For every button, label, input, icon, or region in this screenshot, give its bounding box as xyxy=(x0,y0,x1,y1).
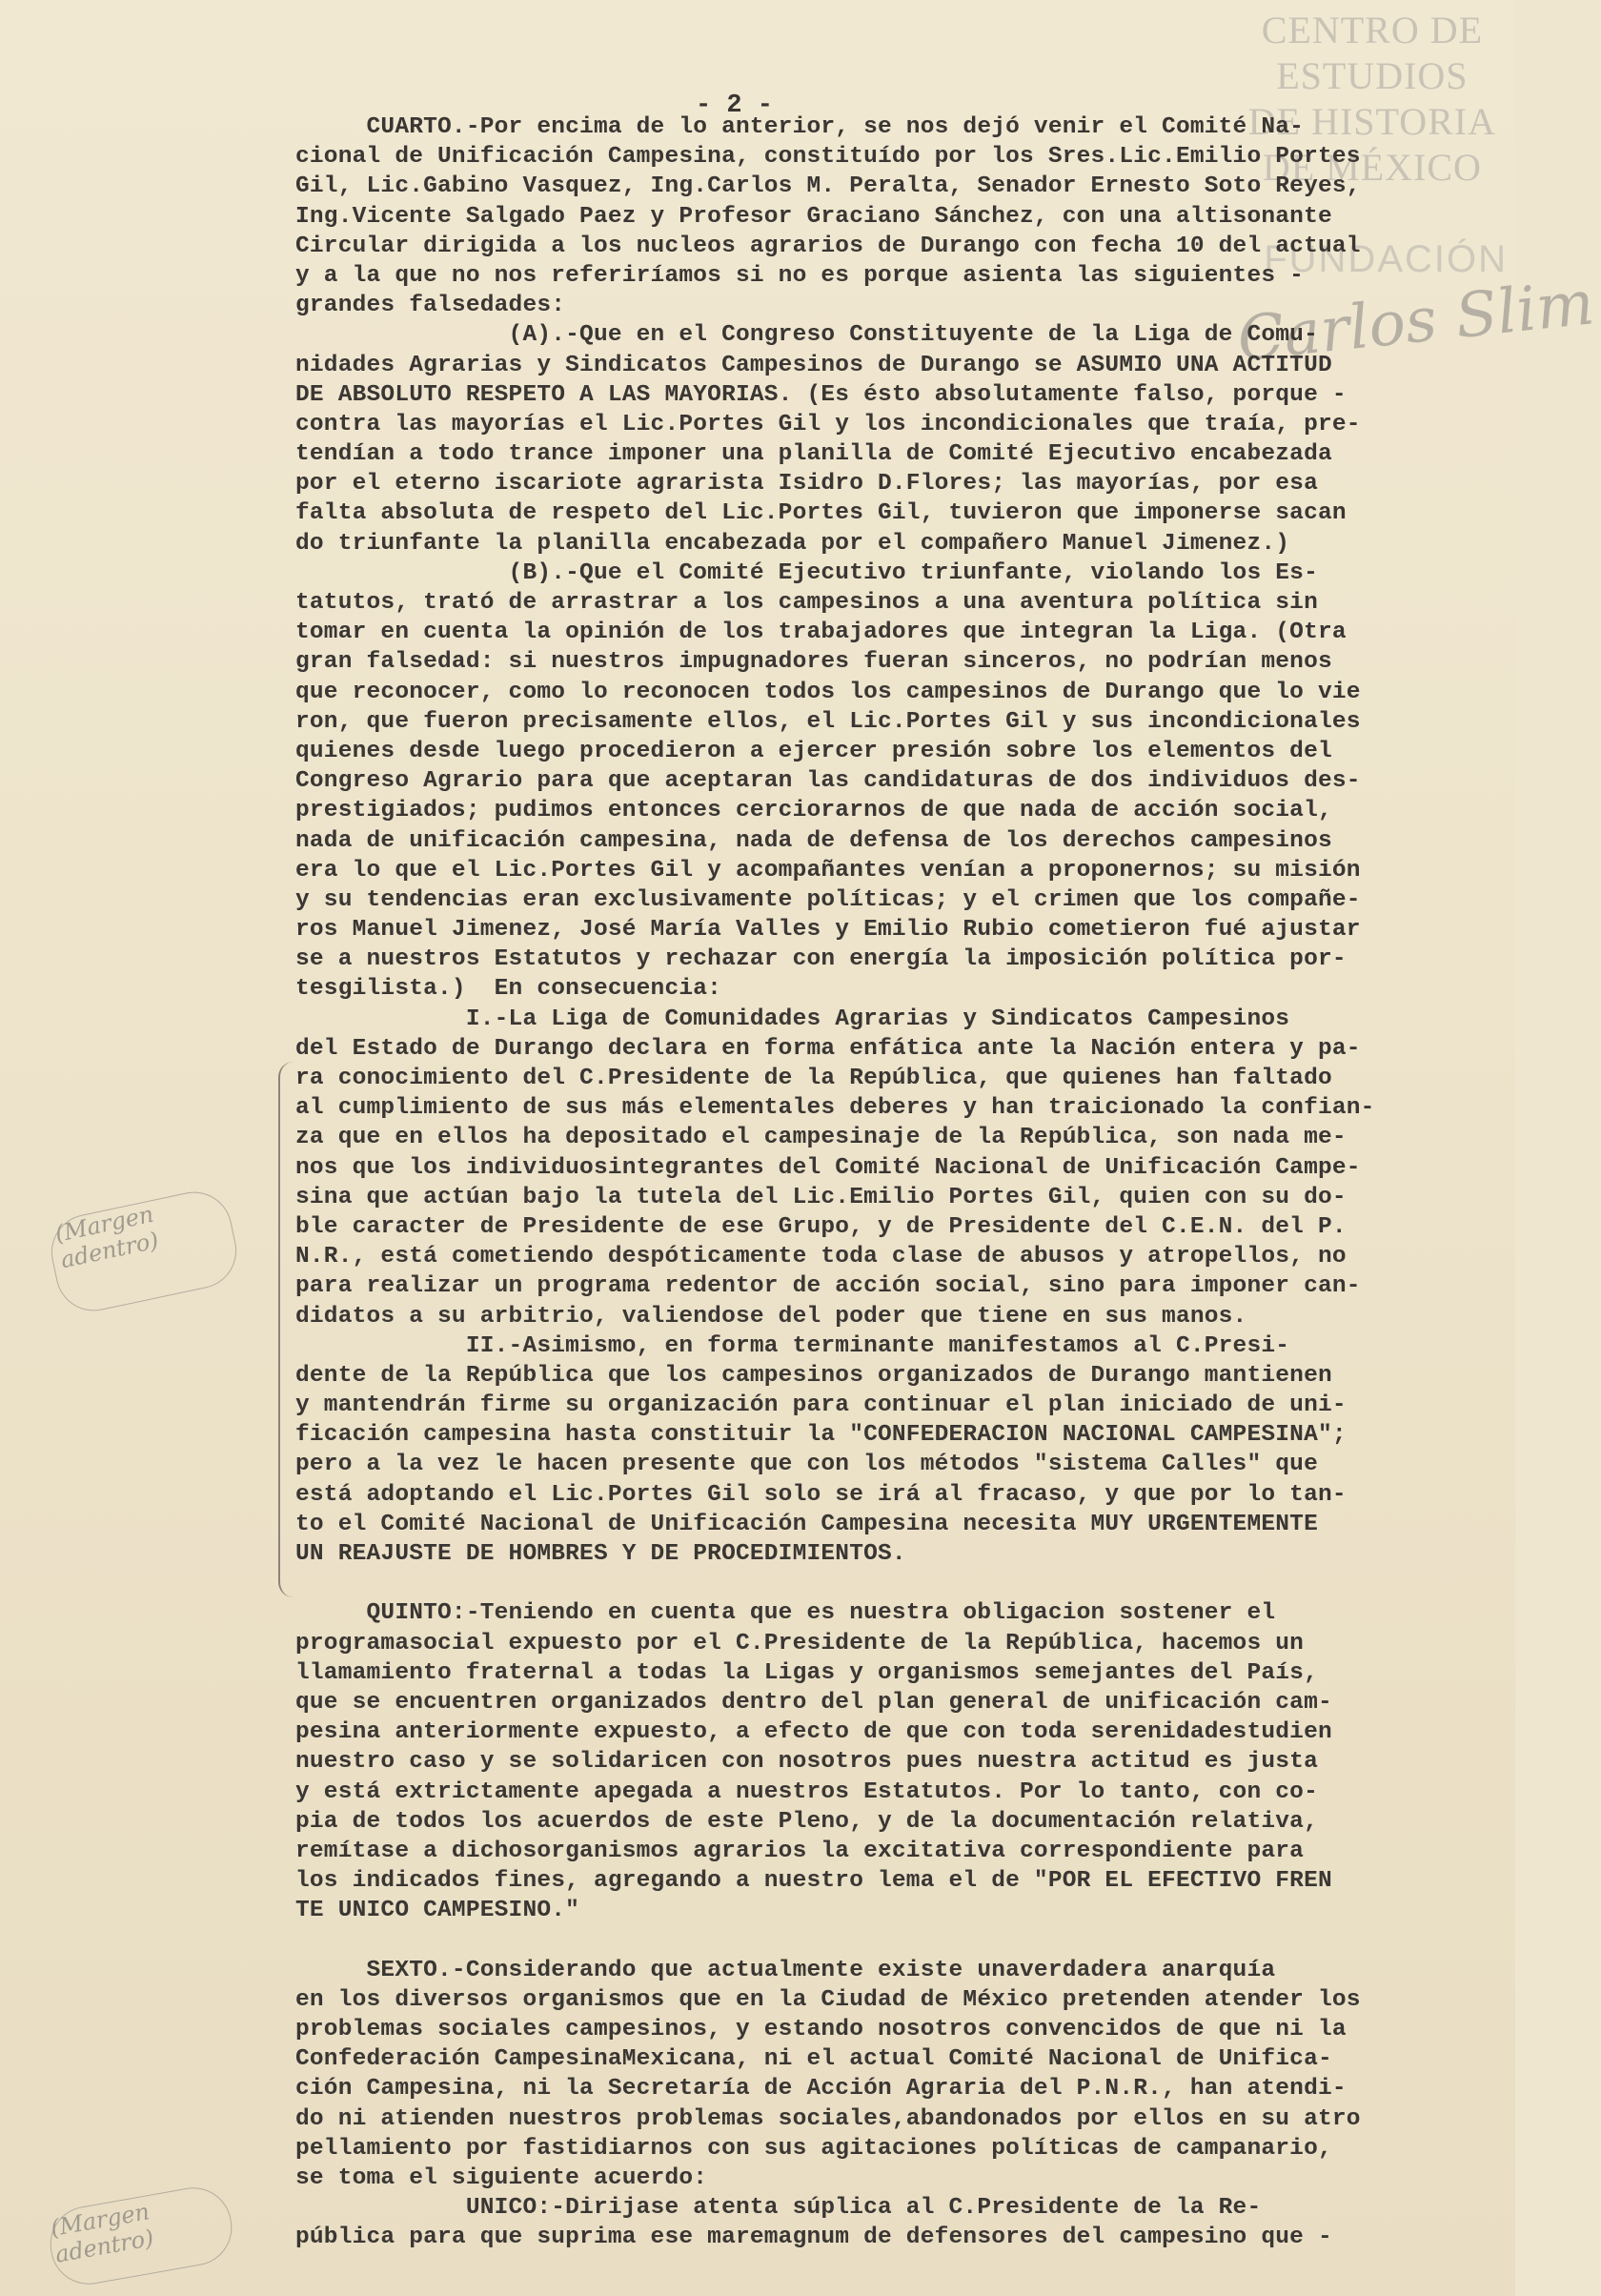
text-line: está adoptando el Lic.Portes Gil solo se irá al fracaso, y que por lo tan- xyxy=(295,1481,1347,1508)
text-line: y su tendencias eran exclusivamente políticas; y el crimen que los compañe- xyxy=(295,886,1361,913)
text-line: problemas sociales campesinos, y estando nosotros convencidos de que ni la xyxy=(295,2017,1347,2042)
text-line: nos que los individuosintegrantes del Comité Nacional de Unificación Campe- xyxy=(295,1154,1361,1181)
text-line: do ni atienden nuestros problemas sociales,abandonados por ellos en su atro xyxy=(295,2105,1361,2132)
text-line: I.-La Liga de Comunidades Agrarias y Sindicatos Campesinos xyxy=(295,1006,1290,1032)
text-line: ble caracter de Presidente de ese Grupo, y de Presidente del C.E.N. del P. xyxy=(295,1213,1347,1240)
text-line: Confederación CampesinaMexicana, ni el actual Comité Nacional de Unifica- xyxy=(295,2046,1332,2073)
text-line: gran falsedad: si nuestros impugnadores fueran sinceros, no podrían menos xyxy=(295,649,1332,676)
text-line xyxy=(295,1569,1449,1598)
text-line xyxy=(295,1925,1449,1955)
watermark-line: CENTRO DE xyxy=(1261,9,1484,51)
text-line: se toma el siguiente acuerdo: xyxy=(295,2164,708,2191)
text-line: CUARTO.-Por encima de lo anterior, se nos dejó venir el Comité Na- xyxy=(295,114,1305,140)
text-line: pesina anteriormente expuesto, a efecto de que con toda serenidadestudien xyxy=(295,1719,1332,1746)
margin-note: (Margen adentro) xyxy=(52,1200,161,1274)
text-line: al cumplimiento de sus más elementales deberes y han traicionado la confian- xyxy=(295,1095,1375,1122)
text-line: pia de todos los acuerdos de este Pleno, y de la documentación relativa, xyxy=(295,1808,1318,1835)
text-line: do triunfante la planilla encabezada por el compañero Manuel Jimenez.) xyxy=(295,530,1290,557)
text-line: era lo que el Lic.Portes Gil y acompañantes venían a proponernos; su misión xyxy=(295,857,1361,884)
text-line: ficación campesina hasta constituir la "CONFEDERACION NACIONAL CAMPESINA"; xyxy=(295,1422,1347,1449)
text-line: por el eterno iscariote agrarista Isidro D.Flores; las mayorías, por esa xyxy=(295,471,1318,498)
text-line: nuestro caso y se solidaricen con nosotros pues nuestra actitud es justa xyxy=(295,1749,1318,1776)
text-line: tendían a todo trance imponer una planilla de Comité Ejecutivo encabezada xyxy=(295,441,1332,468)
text-line: Gil, Lic.Gabino Vasquez, Ing.Carlos M. Peralta, Senador Ernesto Soto Reyes, xyxy=(295,173,1361,200)
text-line: ron, que fueron precisamente ellos, el Lic.Portes Gil y sus incondicionales xyxy=(295,708,1361,735)
text-line: y está extrictamente apegada a nuestros Estatutos. Por lo tanto, con co- xyxy=(295,1778,1318,1805)
text-line: pellamiento por fastidiarnos con sus agitaciones políticas de campanario, xyxy=(295,2135,1332,2162)
text-line: DE ABSOLUTO RESPETO A LAS MAYORIAS. (Es ésto absolutamente falso, porque - xyxy=(295,381,1347,408)
text-line: que se encuentren organizados dentro del plan general de unificación cam- xyxy=(295,1689,1332,1716)
text-line: prestigiados; pudimos entonces cerciorarnos de que nada de acción social, xyxy=(295,798,1332,824)
text-line: falta absoluta de respeto del Lic.Portes Gil, tuvieron que imponerse sacan xyxy=(295,500,1347,527)
text-line: UN REAJUSTE DE HOMBRES Y DE PROCEDIMIENTOS. xyxy=(295,1541,906,1567)
text-line: tatutos, trató de arrastrar a los campesinos a una aventura política sin xyxy=(295,590,1318,616)
text-line: tesgilista.) En consecuencia: xyxy=(295,976,722,1003)
text-line: didatos a su arbitrio, valiendose del poder que tiene en sus manos. xyxy=(295,1303,1247,1330)
watermark-line: DE MÉXICO xyxy=(1262,146,1482,189)
signature-watermark: Carlos Slim xyxy=(1234,268,1598,376)
text-line: N.R., está cometiendo despóticamente toda clase de abusos y atropellos, no xyxy=(295,1244,1347,1270)
text-line: ra conocimiento del C.Presidente de la República, que quienes han faltado xyxy=(295,1066,1332,1091)
text-line: dente de la República que los campesinos organizados de Durango mantienen xyxy=(295,1362,1332,1389)
watermark-line: ESTUDIOS xyxy=(1276,54,1469,97)
text-line: pero a la vez le hacen presente que con los métodos "sistema Calles" que xyxy=(295,1452,1318,1478)
text-line: grandes falsedades: xyxy=(295,293,566,319)
text-line: ción Campesina, ni la Secretaría de Acción Agraria del P.N.R., han atendi- xyxy=(295,2076,1347,2103)
text-line: en los diversos organismos que en la Ciudad de México pretenden atender los xyxy=(295,1986,1361,2013)
text-line: to el Comité Nacional de Unificación Campesina necesita MUY URGENTEMENTE xyxy=(295,1511,1318,1537)
margin-bracket xyxy=(278,1062,294,1597)
text-line: quienes desde luego procedieron a ejercer presión sobre los elementos del xyxy=(295,738,1332,764)
text-line: para realizar un programa redentor de acción social, sino para imponer can- xyxy=(295,1273,1361,1300)
text-line: QUINTO:-Teniendo en cuenta que es nuestra obligacion sostener el xyxy=(295,1600,1276,1627)
text-line: SEXTO.-Considerando que actualmente existe unaverdadera anarquía xyxy=(295,1957,1276,1983)
text-line: del Estado de Durango declara en forma enfática ante la Nación entera y pa- xyxy=(295,1035,1361,1062)
text-line: contra las mayorías el Lic.Portes Gil y los incondicionales que traía, pre- xyxy=(295,411,1361,437)
text-line: pública para que suprima ese maremagnum de defensores del campesino que - xyxy=(295,2225,1332,2251)
text-line: Congreso Agrario para que aceptaran las candidaturas de dos individuos des- xyxy=(295,768,1361,795)
page-number: - 2 - xyxy=(696,91,774,120)
text-line: Ing.Vicente Salgado Paez y Profesor Graciano Sánchez, con una altisonante xyxy=(295,203,1332,230)
text-line: TE UNICO CAMPESINO." xyxy=(295,1898,580,1924)
text-line: II.-Asimismo, en forma terminante manifestamos al C.Presi- xyxy=(295,1332,1290,1359)
text-line: y mantendrán firme su organización para continuar el plan iniciado de uni- xyxy=(295,1392,1347,1419)
text-line: remítase a dichosorganismos agrarios la excitativa correspondiente para xyxy=(295,1838,1305,1864)
text-line: tomar en cuenta la opinión de los trabajadores que integran la Liga. (Otra xyxy=(295,620,1347,646)
text-line: se a nuestros Estatutos y rechazar con energía la imposición política por- xyxy=(295,946,1347,973)
typed-body-text xyxy=(295,112,1449,2253)
text-line: que reconocer, como lo reconocen todos los campesinos de Durango que lo vie xyxy=(295,679,1361,705)
text-line: za que en ellos ha depositado el campesinaje de la República, son nada me- xyxy=(295,1125,1347,1151)
watermark-foundation: FUNDACIÓN xyxy=(1264,238,1508,280)
text-line: Circular dirigida a los nucleos agrarios de Durango con fecha 10 del actual xyxy=(295,233,1361,259)
text-line: ros Manuel Jimenez, José María Valles y Emilio Rubio cometieron fué ajustar xyxy=(295,917,1361,944)
text-line: (B).-Que el Comité Ejecutivo triunfante, violando los Es- xyxy=(295,559,1318,586)
text-line: llamamiento fraternal a todas la Ligas y organismos semejantes del País, xyxy=(295,1659,1318,1686)
text-line: (A).-Que en el Congreso Constituyente de la Liga de Comu- xyxy=(295,322,1318,349)
text-line: cional de Unificación Campesina, constituído por los Sres.Lic.Emilio Portes xyxy=(295,144,1361,171)
margin-note: (Margen adentro) xyxy=(48,2198,156,2268)
text-line: sina que actúan bajo la tutela del Lic.Emilio Portes Gil, quien con su do- xyxy=(295,1184,1347,1210)
text-line: programasocial expuesto por el C.Presidente de la República, hacemos un xyxy=(295,1630,1305,1656)
text-line: los indicados fines, agregando a nuestro lema el de "POR EL EFECTIVO FREN xyxy=(295,1868,1332,1895)
text-line: y a la que no nos referiríamos si no es porque asienta las siguientes - xyxy=(295,262,1305,289)
text-line: nada de unificación campesina, nada de defensa de los derechos campesinos xyxy=(295,827,1332,854)
text-line: nidades Agrarias y Sindicatos Campesinos de Durango se ASUMIO UNA ACTITUD xyxy=(295,352,1332,378)
text-line: UNICO:-Dirijase atenta súplica al C.Presidente de la Re- xyxy=(295,2195,1262,2222)
watermark-line: DE HISTORIA xyxy=(1247,100,1496,143)
